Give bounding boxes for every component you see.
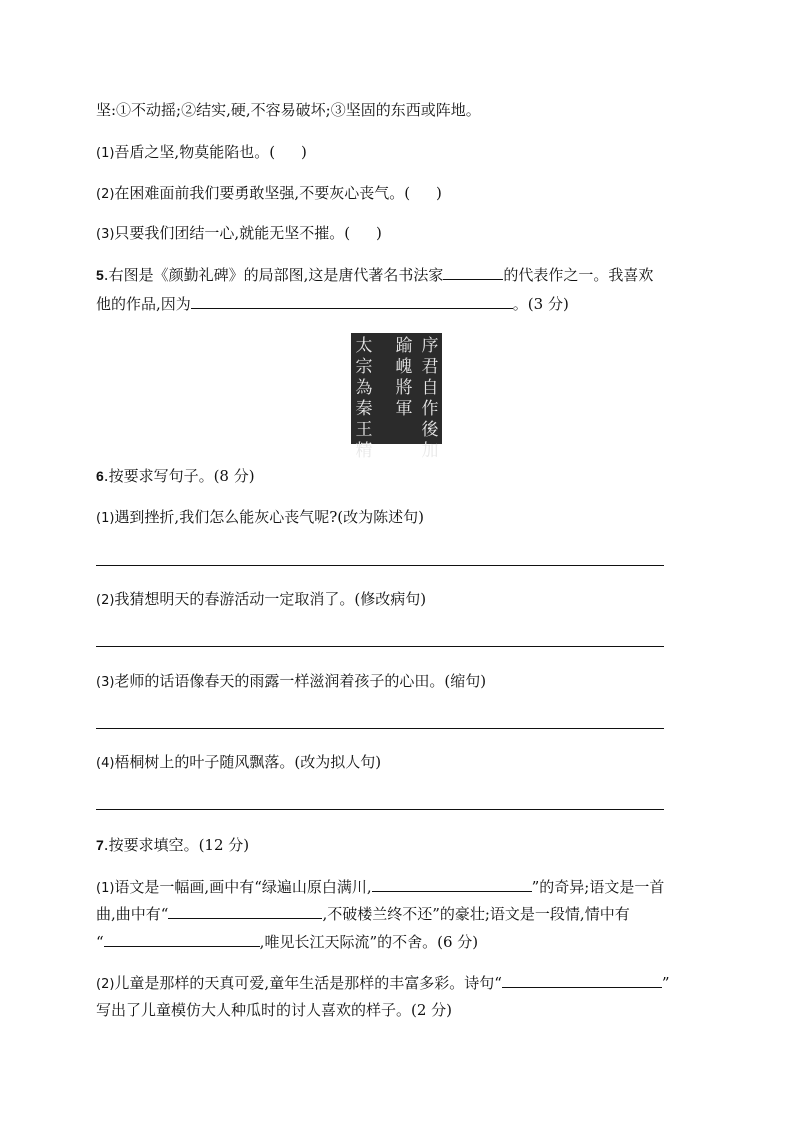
question-number: 6 <box>96 468 104 484</box>
q7-title <box>96 835 249 855</box>
rubbing-glyph: 精 <box>355 441 373 461</box>
q6-title <box>96 466 255 486</box>
q7-item-2-line-1 <box>96 972 670 995</box>
reason-blank[interactable] <box>191 293 513 309</box>
q7-text: 语文是一幅画,画中有“绿遍山原白满川, <box>114 878 372 896</box>
poem-blank-3[interactable] <box>104 931 260 947</box>
item-number: (2) <box>96 593 115 608</box>
item-text: 老师的话语像春天的雨露一样滋润着孩子的心田。(缩句) <box>114 672 487 690</box>
item-text: 梧桐树上的叶子随风飘落。(改为拟人句) <box>114 753 382 771</box>
rubbing-glyph: 自 <box>421 378 439 398</box>
item-number: (2) <box>96 187 115 202</box>
definition-line: 坚:①不动摇;②结实,硬,不容易破坏;③坚固的东西或阵地。 <box>96 101 481 119</box>
item-number: (3) <box>96 227 115 242</box>
rubbing-glyph: 宗 <box>355 357 373 377</box>
q5-line-2 <box>96 293 569 314</box>
rubbing-glyph: 軍 <box>395 399 413 419</box>
item-close: ) <box>301 143 307 161</box>
q7-item-2-line-2: 写出了儿童模仿大人种瓜时的讨人喜欢的样子。(2 分) <box>96 1001 453 1019</box>
rubbing-glyph: 太 <box>355 336 373 356</box>
rubbing-glyph: 為 <box>355 378 373 398</box>
q6-title-text: .按要求写句子。(8 分) <box>103 467 255 485</box>
item-number: (1) <box>96 881 115 896</box>
q6-item-2 <box>96 589 426 611</box>
item-number: (2) <box>96 977 115 992</box>
q4-item-1 <box>96 142 307 164</box>
item-number: (1) <box>96 511 115 526</box>
question-number: 5 <box>96 267 104 283</box>
q7-item-1-line-1 <box>96 876 664 899</box>
rubbing-column-2 <box>395 336 413 420</box>
rubbing-glyph: 㟴 <box>395 357 413 377</box>
rubbing-glyph: 加 <box>421 441 439 461</box>
item-close: ) <box>436 184 442 202</box>
q7-text: “ <box>96 933 104 951</box>
calligrapher-blank[interactable] <box>443 264 503 280</box>
q7-text: 曲,曲中有“ <box>96 905 169 923</box>
item-close: ) <box>376 224 382 242</box>
q7-item-1-line-3 <box>96 931 478 952</box>
q4-item-3 <box>96 223 382 245</box>
item-number: (1) <box>96 146 115 161</box>
answer-line-3[interactable] <box>96 728 664 729</box>
q5-text-a: .右图是《颜勤礼碑》的局部图,这是唐代著名书法家 <box>103 266 444 284</box>
q6-item-4 <box>96 752 381 774</box>
rubbing-glyph: 秦 <box>355 399 373 419</box>
q7-title-text: .按要求填空。(12 分) <box>103 836 250 854</box>
item-text: 我猜想明天的春游活动一定取消了。(修改病句) <box>114 590 427 608</box>
q5-text-b: 的代表作之一。我喜欢 <box>503 266 654 284</box>
answer-line-2[interactable] <box>96 646 664 647</box>
q4-item-2 <box>96 183 442 205</box>
rubbing-glyph: 王 <box>355 420 373 440</box>
q5-line-1 <box>96 264 653 285</box>
q7-text: ,不破楼兰终不还”的豪壮;语文是一段情,情中有 <box>322 905 630 923</box>
item-text: 吾盾之坚,物莫能陷也。( <box>114 143 276 161</box>
item-text: 在困难面前我们要勇敢坚强,不要灰心丧气。( <box>114 184 411 202</box>
question-number: 7 <box>96 837 104 853</box>
q7-text: 儿童是那样的天真可爱,童年生活是那样的丰富多彩。诗句“ <box>114 974 502 992</box>
q7-text: ,唯见长江天际流”的不舍。(6 分) <box>259 933 479 951</box>
poem-blank-1[interactable] <box>372 876 532 892</box>
q5-text-c: 他的作品,因为 <box>96 295 191 313</box>
q6-item-3 <box>96 671 486 693</box>
rubbing-glyph: 君 <box>421 357 439 377</box>
q7-item-1-line-2 <box>96 903 630 924</box>
item-text: 遇到挫折,我们怎么能灰心丧气呢?(改为陈述句) <box>114 508 424 526</box>
item-number: (4) <box>96 756 115 771</box>
rubbing-column-1 <box>421 336 439 462</box>
poem-blank-2[interactable] <box>168 903 322 919</box>
item-text: 只要我们团结一心,就能无坚不摧。( <box>114 224 351 242</box>
rubbing-glyph: 後 <box>421 420 439 440</box>
rubbing-glyph: 踰 <box>395 336 413 356</box>
q7-text: ”的奇异;语文是一首 <box>531 878 665 896</box>
q5-text-d: 。(3 分) <box>512 295 569 313</box>
rubbing-glyph: 作 <box>421 399 439 419</box>
calligraphy-rubbing-image <box>351 333 442 461</box>
rubbing-column-3 <box>355 336 373 462</box>
item-number: (3) <box>96 675 115 690</box>
answer-line-4[interactable] <box>96 809 664 810</box>
q7-text: ” <box>661 974 670 992</box>
poem-blank-4[interactable] <box>502 972 662 988</box>
rubbing-glyph: 序 <box>421 336 439 356</box>
answer-line-1[interactable] <box>96 565 664 566</box>
rubbing-glyph: 將 <box>395 378 413 398</box>
q6-item-1 <box>96 507 424 529</box>
